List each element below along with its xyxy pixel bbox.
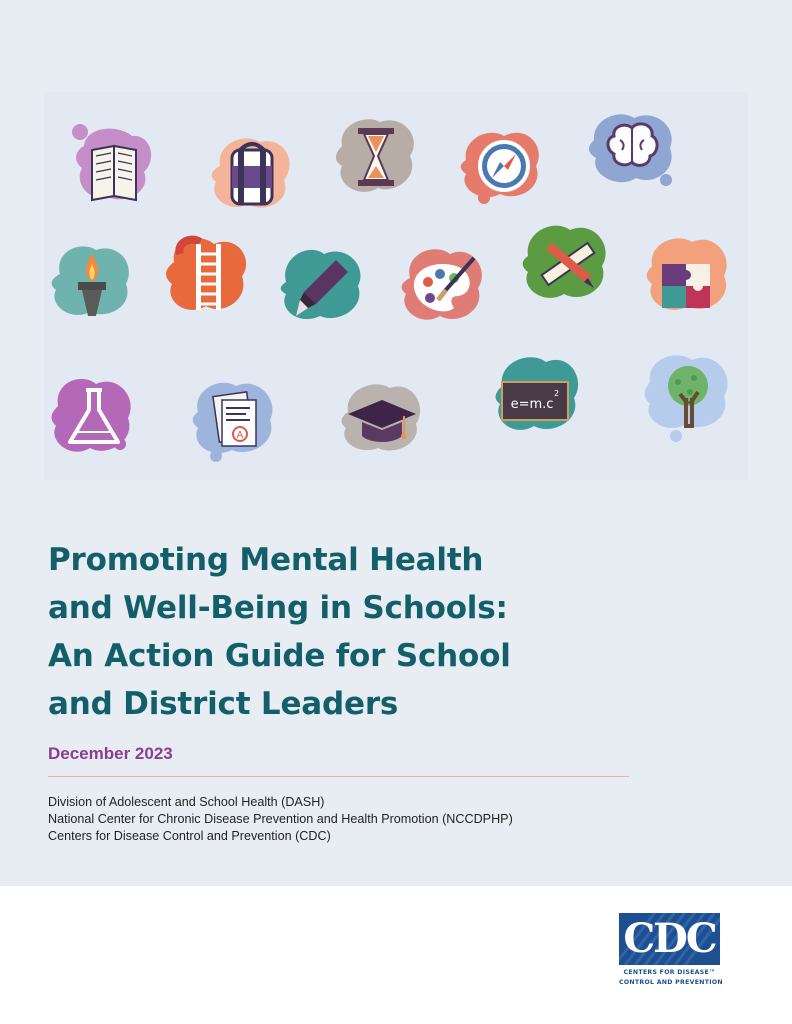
brain-icon	[584, 106, 680, 202]
tree-icon	[640, 348, 736, 444]
organization-line: Division of Adolescent and School Health (DASH)	[48, 795, 325, 809]
chalkboard-exponent-text: 2	[554, 389, 560, 398]
chalkboard-formula-text: e=m.c	[510, 397, 554, 412]
flask-icon	[46, 370, 142, 466]
title-line: Promoting Mental Health	[48, 542, 484, 578]
pencil-ruler-icon	[518, 216, 614, 312]
cdc-logo-line2: CONTROL AND PREVENTION	[619, 979, 723, 986]
chalkboard-formula-icon	[490, 350, 586, 446]
cdc-letters: CDC	[623, 915, 716, 962]
icon-illustration-panel	[44, 92, 748, 480]
puzzle-icon	[640, 230, 736, 326]
document-title	[48, 536, 688, 728]
cdc-logo-box	[619, 913, 720, 965]
cdc-logo-line1: CENTERS FOR DISEASE™	[623, 969, 716, 976]
publication-date: December 2023	[48, 744, 173, 763]
organization-list	[48, 794, 513, 845]
title-line: and District Leaders	[48, 686, 399, 722]
organization-line: National Center for Chronic Disease Prevention and Health Promotion (NCCDPHP)	[48, 812, 513, 826]
paint-palette-icon	[396, 238, 492, 334]
paper-grade-label: A	[236, 430, 244, 441]
divider	[48, 776, 629, 777]
hourglass-icon	[328, 110, 424, 206]
graduation-cap-icon	[334, 370, 430, 466]
cdc-logo	[619, 913, 723, 988]
highlighter-icon	[274, 236, 370, 332]
title-line: An Action Guide for School	[48, 638, 511, 674]
open-book-icon	[66, 116, 162, 212]
title-line: and Well-Being in Schools:	[48, 590, 508, 626]
ladder-icon	[160, 230, 256, 326]
backpack-icon	[204, 126, 300, 222]
torch-icon	[46, 234, 142, 330]
organization-line: Centers for Disease Control and Prevention (CDC)	[48, 829, 331, 843]
compass-icon	[454, 118, 550, 214]
graded-paper-icon	[186, 372, 282, 468]
